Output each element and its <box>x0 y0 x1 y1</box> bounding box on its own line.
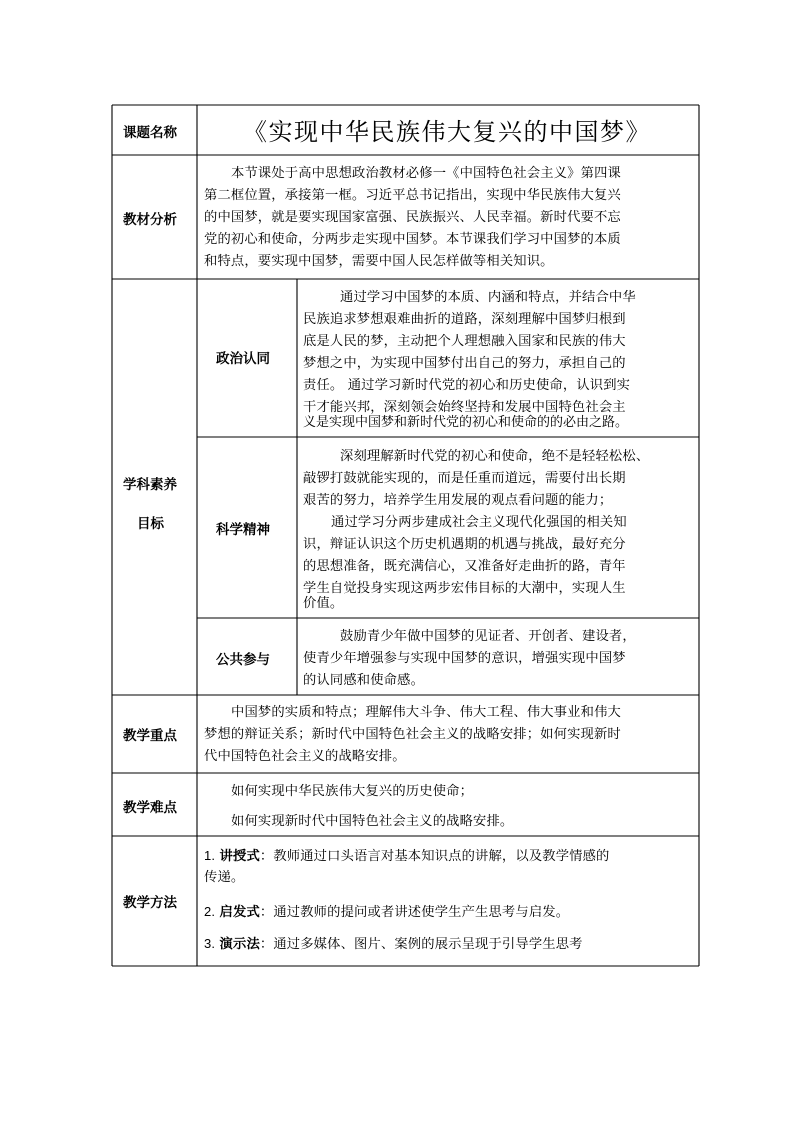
text-line: 深刻理解新时代党的初心和使命，绝不是轻轻松松、 <box>340 449 650 464</box>
text-line: 党的初心和使命，分两步走实现中国梦。本节课我们学习中国梦的本质 <box>204 232 621 247</box>
method-item-cont: 传递。 <box>204 870 245 885</box>
text-line: 通过学习分两步建成社会主义现代化强国的相关知 <box>331 515 627 530</box>
material-label: 教材分析 <box>123 212 177 228</box>
text-line: 梦想的辩证关系；新时代中国特色社会主义的战略安排；如何实现新时 <box>204 727 621 742</box>
text-line: 如何实现中华民族伟大复兴的历史使命； <box>231 784 474 799</box>
text-line: 民族追求梦想艰难曲折的道路，深刻理解中国梦归根到 <box>303 312 626 327</box>
text-line: 和特点，要实现中国梦，需要中国人民怎样做等相关知识。 <box>204 254 554 269</box>
text-line: 第二框位置，承接第一框。习近平总书记指出，实现中华民族伟大复兴 <box>204 188 621 203</box>
public-label: 公共参与 <box>216 652 270 668</box>
method-item <box>204 901 569 920</box>
method-desc: ：教师通过口头语言对基本知识点的讲解，以及教学情感的 <box>259 849 610 864</box>
topic-title: 《实现中华民族伟大复兴的中国梦》 <box>243 118 651 146</box>
method-desc: ：通过多媒体、图片、案例的展示呈现于引导学生思考 <box>259 937 583 952</box>
text-line: 责任。 通过学习新时代党的初心和历史使命，认识到实 <box>303 378 631 393</box>
method-name: 演示法 <box>219 937 260 952</box>
text-line: 的思想准备，既充满信心，又准备好走曲折的路，青年 <box>303 559 626 574</box>
literacy-label: 学科素养 <box>123 477 177 493</box>
text-line: 识，辩证认识这个历史机遇期的机遇与挑战，最好充分 <box>303 537 626 552</box>
method-number: 3. <box>204 936 216 951</box>
key-points-label: 教学重点 <box>123 728 177 744</box>
text-line: 如何实现新时代中国特色社会主义的战略安排。 <box>231 814 514 829</box>
text-line: 代中国特色社会主义的战略安排。 <box>204 749 406 764</box>
method-item <box>204 933 583 952</box>
text-line: 通过学习中国梦的本质、内涵和特点，并结合中华 <box>340 290 636 305</box>
text-line: 使青少年增强参与实现中国梦的意识，增强实现中国梦 <box>303 651 626 666</box>
text-line: 的认同感和使命感。 <box>303 673 425 688</box>
text-line: 价值。 <box>303 596 344 611</box>
method-item <box>204 845 610 864</box>
text-line: 本节课处于高中思想政治教材必修一《中国特色社会主义》第四课 <box>231 166 621 181</box>
difficulties-label: 教学难点 <box>123 800 177 816</box>
method-name: 讲授式 <box>219 849 260 864</box>
text-line: 干才能兴邦，深刻领会始终坚持和发展中国特色社会主 <box>303 400 626 415</box>
science-label: 科学精神 <box>216 522 270 538</box>
text-line: 底是人民的梦，主动把个人理想融入国家和民族的伟大 <box>303 334 626 349</box>
method-name: 启发式 <box>219 905 260 920</box>
text-line: 的中国梦，就是要实现国家富强、民族振兴、人民幸福。新时代要不忘 <box>204 210 621 225</box>
methods-label: 教学方法 <box>123 895 177 911</box>
text-line: 中国梦的实质和特点；理解伟大斗争、伟大工程、伟大事业和伟大 <box>231 705 621 720</box>
method-desc: ：通过教师的提问或者讲述使学生产生思考与启发。 <box>259 905 570 920</box>
text-line: 艰苦的努力，培养学生用发展的观点看问题的能力； <box>303 493 613 508</box>
method-number: 2. <box>204 904 216 919</box>
method-number: 1. <box>204 848 216 863</box>
topic-label: 课题名称 <box>123 125 177 141</box>
literacy-label-2: 目标 <box>137 516 164 532</box>
text-line: 鼓励青少年做中国梦的见证者、开创者、建设者， <box>340 629 636 644</box>
political-label: 政治认同 <box>216 351 270 367</box>
text-line: 敲锣打鼓就能实现的，而是任重而道远，需要付出长期 <box>303 471 626 486</box>
text-line: 义是实现中国梦和新时代党的初心和使命的的必由之路。 <box>303 415 629 430</box>
text-line: 梦想之中，为实现中国梦付出自己的努力，承担自己的 <box>303 356 626 371</box>
text-line: 学生自觉投身实现这两步宏伟目标的大潮中，实现人生 <box>303 581 626 596</box>
